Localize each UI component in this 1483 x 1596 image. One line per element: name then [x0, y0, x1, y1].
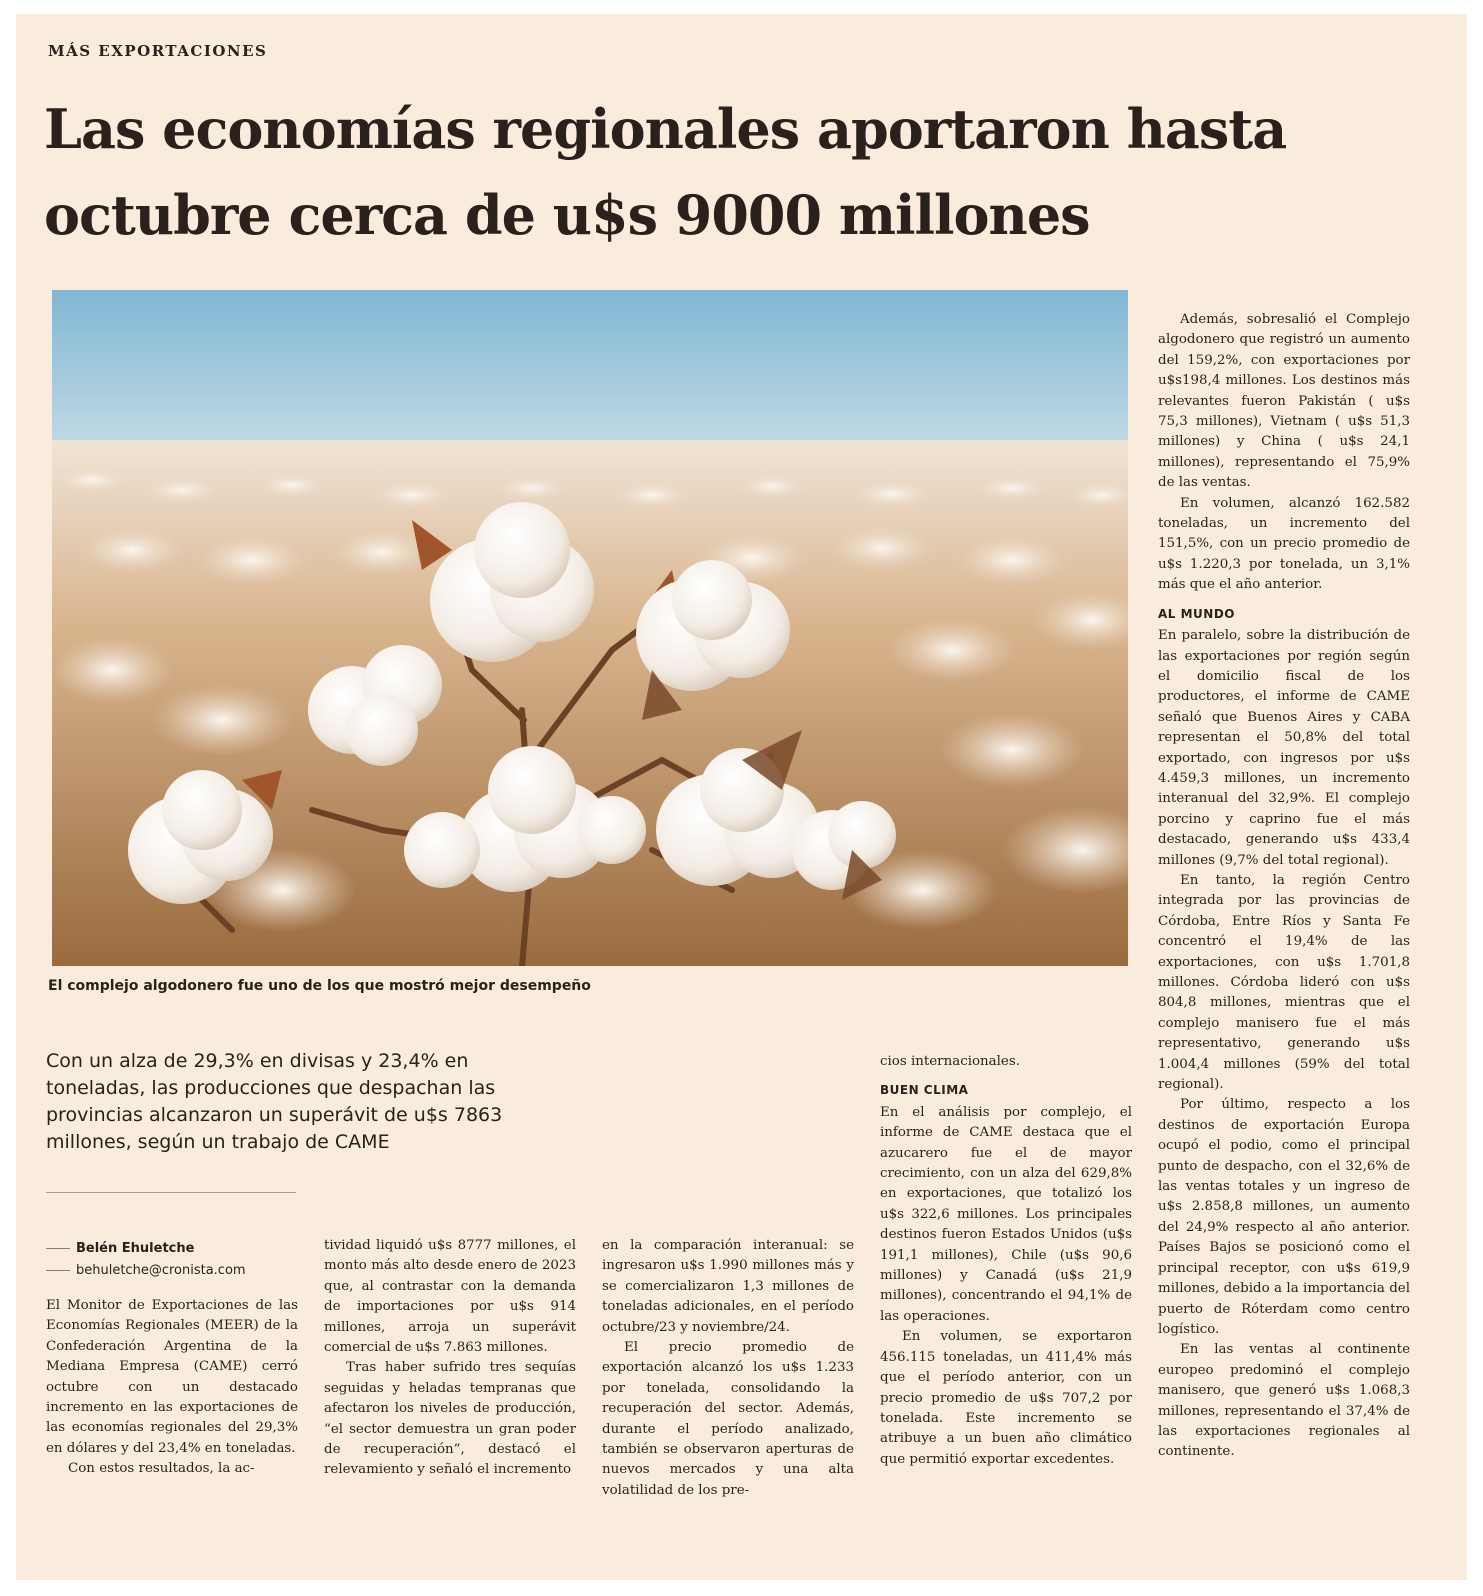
author-email[interactable]: behuletche@cronista.com — [76, 1263, 246, 1278]
paragraph: Tras haber sufrido tres sequías seguidas y heladas tempranas que afectaron los niveles de producción, “el sector demuestra un gran poder de recuperación”, destacó el relevamiento y señaló el incremento — [324, 1360, 576, 1478]
paragraph: tividad liquidó u$s 8777 millones, el monto más alto desde enero de 2023 que, al contrastar con la demanda de importaciones por u$s 914 millones, arroja un superávit comercial de u$s 7.863 millones. — [324, 1238, 576, 1356]
cotton-field-photo — [52, 290, 1128, 966]
paragraph: El Monitor de Exportaciones de las Economías Regionales (MEER) de la Confederación Argentina de la Mediana Empresa (CAME) cerró octubre con un destacado incremento en las exportaciones de las economías regionales del 29,3% en dólares y del 23,4% en toneladas. — [46, 1298, 298, 1456]
newspaper-page — [16, 14, 1467, 1580]
paragraph: Además, sobresalió el Complejo algodonero que registró un aumento del 159,2%, con exportaciones por u$s198,4 millones. Los destinos más relevantes fueron Pakistán ( u$s 75,3 millones), Vietnam ( u$s 51,3 millones) y China ( u$s 24,1 millones), representando el 75,9% de las ventas. — [1158, 312, 1410, 491]
paragraph: cios internacionales. — [880, 1054, 1020, 1069]
photo-caption: El complejo algodonero fue uno de los que mostró mejor desempeño — [48, 978, 591, 994]
paragraph: En tanto, la región Centro integrada por las provincias de Córdoba, Entre Ríos y Santa Fe concentró el 19,4% de las exportaciones, con u$s 1.701,8 millones. Córdoba lideró con u$s 804,8 millones, mientras que el complejo manisero fue el más representativo, generando u$s 1.004,4 millones (59% del total regional). — [1158, 872, 1410, 1093]
section-kicker: MÁS EXPORTACIONES — [48, 42, 268, 60]
paragraph: En las ventas al continente europeo predominó el complejo manisero, que generó u$s 1.068,3 millones, representando el 37,4% de las exportaciones regionales al continente. — [1158, 1342, 1410, 1460]
paragraph: En paralelo, sobre la distribución de las exportaciones por región según el domicilio fiscal de los productores, el informe de CAME señaló que Buenos Aires y CABA representan el 50,8% del total exportado, con ingresos por u$s 4.459,3 millones, un incremento interanual del 32,9%. El complejo porcino y caprino fue el más destacado, generando u$s 433,4 millones (9,7% del total regional). — [1158, 628, 1410, 868]
paragraph: en la comparación interanual: se ingresaron u$s 1.990 millones más y se comercializaron 1,3 millones de toneladas adicionales, en el período octubre/23 y noviembre/24. — [602, 1238, 854, 1335]
dash-rule — [46, 1270, 70, 1271]
standfirst: Con un alza de 29,3% en divisas y 23,4% en toneladas, las producciones que despachan las provincias alcanzaron un superávit de u$s 7863 millones, según un trabajo de CAME — [46, 1050, 503, 1153]
article-column-1 — [46, 1296, 298, 1480]
paragraph: En el análisis por complejo, el informe de CAME destaca que el azucarero fue el de mayor crecimiento, con un alza del 629,8% en exportaciones, que totalizó los u$s 322,6 millones. Los principales destinos fueron Estados Unidos (u$s 191,1 millones), Chile (u$s 90,6 millones) y Canadá (u$s 21,9 millones), concentrando el 94,1% de las operaciones. — [880, 1104, 1132, 1324]
paragraph: El precio promedio de exportación alcanzó los u$s 1.233 por tonelada, consolidando la recuperación del sector. Además, durante el período analizado, también se observaron aperturas de nuevos mercados y una alta volatilidad de los pre- — [602, 1340, 854, 1498]
paragraph: En volumen, se exportaron 456.115 toneladas, un 411,4% más que el período anterior, con un precio promedio de u$s 707,2 por tonelada. Este incremento se atribuye a un buen año climático que permitió exportar excedentes. — [880, 1329, 1132, 1467]
paragraph: Por último, respecto a los destinos de exportación Europa ocupó el podio, como el principal punto de despacho, con el 32,6% de las ventas totales y un ingreso de u$s 2.858,8 millones, un aumento del 24,9% respecto al año anterior. Países Bajos se posicionó como el principal receptor, con u$s 619,9 millones, debido a la importancia del puerto de Róterdam como centro logístico. — [1158, 1097, 1410, 1337]
subheading-buen-clima: BUEN CLIMA — [880, 1083, 969, 1098]
author-name: Belén Ehuletche — [76, 1241, 195, 1256]
article-column-4 — [880, 1052, 1132, 1470]
article-column-3 — [602, 1236, 854, 1501]
article-column-2 — [324, 1236, 576, 1481]
paragraph: Con estos resultados, la ac- — [68, 1461, 255, 1477]
byline — [46, 1238, 246, 1282]
dash-rule — [46, 1248, 70, 1249]
headline: Las economías regionales aportaron hasta octubre cerca de u$s 9000 millones — [44, 97, 1287, 247]
article-column-5 — [1158, 310, 1410, 1463]
subheading-al-mundo: AL MUNDO — [1158, 606, 1236, 621]
paragraph: En volumen, alcanzó 162.582 toneladas, un incremento del 151,5%, con un precio promedio de u$s 1.220,3 por tonelada, un 3,1% más que el año anterior. — [1158, 495, 1410, 593]
divider — [46, 1192, 296, 1193]
